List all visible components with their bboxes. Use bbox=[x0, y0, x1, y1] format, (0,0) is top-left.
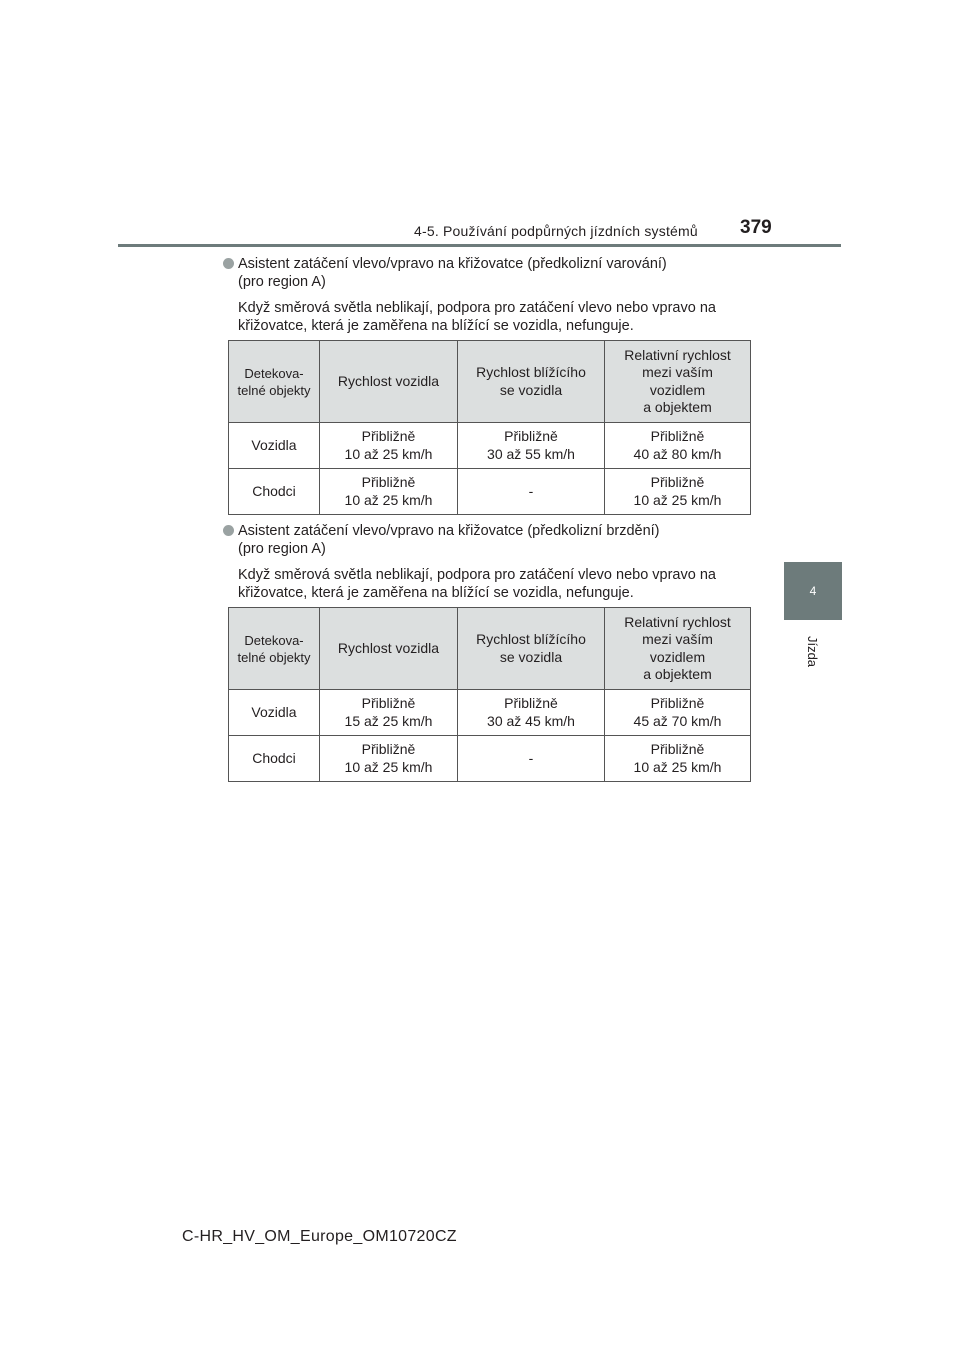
header-cell-line: se vozidla bbox=[499, 648, 563, 665]
section-1-text bbox=[222, 255, 752, 335]
table-cell bbox=[229, 736, 320, 782]
header-cell bbox=[320, 341, 458, 423]
bullet-item bbox=[222, 522, 752, 558]
table-cell bbox=[229, 423, 320, 469]
cell-line: 30 až 45 km/h bbox=[487, 712, 575, 729]
table-cell bbox=[229, 690, 320, 736]
table-cell bbox=[229, 469, 320, 515]
section-title: 4-5. Používání podpůrných jízdních systémů bbox=[414, 223, 698, 239]
section-2-text bbox=[222, 522, 752, 602]
cell-line: Přibližně bbox=[650, 695, 705, 711]
header-cell-line: Detekova- bbox=[244, 365, 304, 381]
header-cell-line: Relativní rychlost bbox=[624, 346, 731, 363]
bullet-text-line-2: (pro region A) bbox=[238, 274, 326, 290]
table-row bbox=[229, 736, 751, 782]
header-cell-line: Relativní rychlost bbox=[624, 613, 731, 630]
chapter-label-text: Jízda bbox=[805, 635, 821, 667]
table-cell bbox=[320, 736, 458, 782]
header-cell-line: mezi vaším bbox=[642, 631, 713, 647]
header-cell-line: vozidlem bbox=[649, 648, 706, 665]
paragraph-line-1: Když směrová světla neblikají, podpora pro zatáčení vlevo nebo vpravo na bbox=[238, 300, 716, 316]
cell-line: Chodci bbox=[252, 482, 296, 499]
cell-line: Vozidla bbox=[251, 703, 297, 720]
bullet-text-line-2: (pro region A) bbox=[238, 541, 326, 557]
header-cell bbox=[605, 608, 751, 690]
cell-line: 30 až 55 km/h bbox=[487, 445, 575, 462]
table-row bbox=[229, 469, 751, 515]
cell-line: - bbox=[528, 482, 534, 499]
bullet-text-line-1: Asistent zatáčení vlevo/vpravo na křižovatce (předkolizní varování) bbox=[238, 256, 667, 272]
page-number: 379 bbox=[740, 217, 772, 238]
header-cell bbox=[458, 608, 605, 690]
table-cell bbox=[605, 690, 751, 736]
cell-line: 15 až 25 km/h bbox=[344, 712, 433, 729]
chapter-tab bbox=[784, 562, 842, 620]
paragraph-line-2: křižovatce, která je zaměřena na blížící se vozidla, nefunguje. bbox=[238, 585, 634, 601]
table-header-row bbox=[229, 608, 751, 690]
header-cell-line: a objektem bbox=[643, 666, 712, 682]
document-code: C-HR_HV_OM_Europe_OM10720CZ bbox=[182, 1228, 457, 1245]
speed-table-braking bbox=[228, 607, 751, 782]
table-row bbox=[229, 423, 751, 469]
table-cell bbox=[458, 469, 605, 515]
header-cell-line: Rychlost blížícího bbox=[476, 364, 586, 380]
header-cell-line: telné objekty bbox=[237, 382, 311, 398]
header-cell-line: a objektem bbox=[643, 399, 712, 415]
header-cell bbox=[229, 341, 320, 423]
header-cell bbox=[229, 608, 320, 690]
cell-line: Chodci bbox=[252, 749, 296, 766]
cell-line: 10 až 25 km/h bbox=[633, 491, 722, 508]
cell-line: Přibližně bbox=[650, 741, 705, 757]
table-cell bbox=[458, 690, 605, 736]
cell-line: Přibližně bbox=[504, 695, 558, 711]
header-cell-line: Rychlost vozidla bbox=[337, 372, 440, 389]
cell-line: 40 až 80 km/h bbox=[633, 445, 722, 462]
bullet-item bbox=[222, 255, 752, 291]
description-paragraph bbox=[222, 566, 752, 602]
cell-line: Přibližně bbox=[504, 428, 558, 444]
table-row bbox=[229, 690, 751, 736]
paragraph-line-2: křižovatce, která je zaměřena na blížící se vozidla, nefunguje. bbox=[238, 318, 634, 334]
cell-line: Přibližně bbox=[361, 428, 416, 444]
table-cell bbox=[458, 736, 605, 782]
cell-line: Vozidla bbox=[251, 436, 297, 453]
header-cell bbox=[458, 341, 605, 423]
header-cell-line: telné objekty bbox=[237, 649, 311, 665]
table-cell bbox=[320, 690, 458, 736]
cell-line: 10 až 25 km/h bbox=[633, 758, 722, 775]
paragraph-line-1: Když směrová světla neblikají, podpora pro zatáčení vlevo nebo vpravo na bbox=[238, 567, 716, 583]
cell-line: Přibližně bbox=[361, 741, 416, 757]
cell-line: 10 až 25 km/h bbox=[344, 445, 433, 462]
header-cell-line: Rychlost vozidla bbox=[337, 639, 440, 656]
header-cell bbox=[605, 341, 751, 423]
header-cell-line: Detekova- bbox=[244, 632, 304, 648]
header-cell-line: vozidlem bbox=[649, 381, 706, 398]
cell-line: Přibližně bbox=[361, 474, 416, 490]
table-cell bbox=[605, 469, 751, 515]
bullet-text-line-1: Asistent zatáčení vlevo/vpravo na křižovatce (předkolizní brzdění) bbox=[238, 523, 660, 539]
header-cell bbox=[320, 608, 458, 690]
cell-line: Přibližně bbox=[650, 474, 705, 490]
cell-line: 10 až 25 km/h bbox=[344, 758, 433, 775]
bullet-dot-icon bbox=[223, 525, 234, 536]
speed-table-warning bbox=[228, 340, 751, 515]
chapter-number: 4 bbox=[809, 584, 817, 598]
cell-line: - bbox=[528, 749, 534, 766]
table-cell bbox=[458, 423, 605, 469]
cell-line: Přibližně bbox=[361, 695, 416, 711]
description-paragraph bbox=[222, 299, 752, 335]
cell-line: Přibližně bbox=[650, 428, 705, 444]
table-header-row bbox=[229, 341, 751, 423]
table-cell bbox=[320, 469, 458, 515]
bullet-dot-icon bbox=[223, 258, 234, 269]
chapter-label bbox=[784, 626, 842, 676]
cell-line: 10 až 25 km/h bbox=[344, 491, 433, 508]
header-cell-line: Rychlost blížícího bbox=[476, 631, 586, 647]
header-cell-line: se vozidla bbox=[499, 381, 563, 398]
table-cell bbox=[605, 736, 751, 782]
cell-line: 45 až 70 km/h bbox=[633, 712, 722, 729]
header-cell-line: mezi vaším bbox=[642, 364, 713, 380]
table-cell bbox=[320, 423, 458, 469]
table-cell bbox=[605, 423, 751, 469]
header-rule bbox=[118, 244, 841, 247]
